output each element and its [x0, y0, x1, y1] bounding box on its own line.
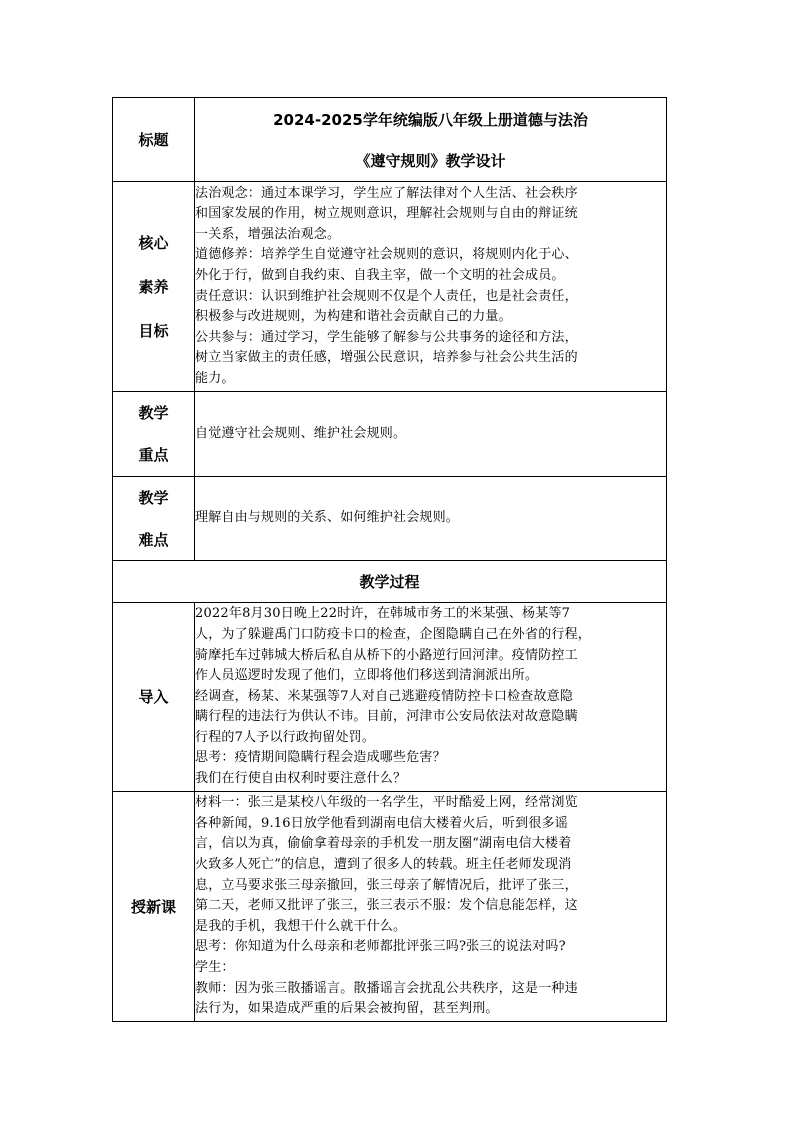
intro-text: [195, 603, 667, 792]
intro-line: 人，为了躲避禹门口防疫卡口的检查，企图隐瞒自己在外省的行程，: [195, 626, 592, 642]
key-label-2: 重点: [138, 446, 169, 464]
core-label-1: 核心: [138, 233, 169, 252]
new-lesson-line: 学生：: [195, 959, 235, 975]
new-lesson-line: 第二天，老师又批评了张三，张三表示不服：发个信息能怎样，这: [195, 898, 578, 914]
intro-line: 作人员巡逻时发现了他们，立即将他们移送到清涧派出所。: [195, 668, 539, 684]
core-goals-row: [113, 182, 667, 392]
new-lesson-line: 火致多人死亡”的信息，遭到了很多人的转载。班主任老师发现消: [195, 857, 572, 873]
intro-line: 我们在行使自由权利时要注意什么？: [195, 771, 407, 787]
intro-line: 2022年8月30日晚上22时许，在韩城市务工的米某强、杨某等7: [195, 606, 571, 622]
core-line: 能力。: [195, 370, 235, 386]
intro-line: 经调查，杨某、米某强等7人对自己逃避疫情防控卡口检查故意隐: [195, 688, 574, 704]
core-line: 一关系，增强法治观念。: [195, 226, 341, 242]
lesson-plan-table: [112, 97, 667, 1022]
difficulty-label: [113, 477, 195, 561]
process-title: 教学过程: [113, 561, 667, 603]
core-line: 道德修养：培养学生自觉遵守社会规则的意识，将规则内化于心、: [195, 247, 578, 263]
key-points-label: [113, 392, 195, 477]
intro-line: 行程的7人予以行政拘留处罚。: [195, 729, 376, 745]
core-label-3: 目标: [138, 321, 169, 340]
new-lesson-line: 言，信以为真，偷偷拿着母亲的手机发一朋友圈“湖南电信大楼着: [195, 836, 572, 852]
difficulty-label-1: 教学: [138, 488, 169, 507]
intro-line: 思考：疫情期间隐瞒行程会造成哪些危害？: [195, 750, 446, 766]
key-points-text: 自觉遵守社会规则、维护社会规则。: [195, 392, 667, 477]
new-lesson-line: 是我的手机，我想干什么就干什么。: [195, 918, 407, 934]
core-goals-text: [195, 182, 667, 392]
process-title-row: [113, 561, 667, 603]
title-line-2: 《遵守规则》教学设计: [355, 152, 506, 170]
title-row: [113, 98, 667, 182]
intro-row: [113, 603, 667, 792]
new-lesson-line: 息，立马要求张三母亲撤回，张三母亲了解情况后，批评了张三，: [195, 877, 578, 893]
core-label-2: 素养: [138, 277, 169, 296]
new-lesson-line: 法行为，如果造成严重的后果会被拘留，甚至判刑。: [195, 1001, 499, 1017]
intro-line: 瞒行程的违法行为供认不讳。目前，河津市公安局依法对故意隐瞒: [195, 709, 578, 725]
intro-label: 导入: [113, 603, 195, 792]
difficulty-row: [113, 477, 667, 561]
core-line: 外化于行，做到自我约束、自我主宰，做一个文明的社会成员。: [195, 267, 565, 283]
core-line: 公共参与：通过学习，学生能够了解参与公共事务的途径和方法，: [195, 329, 578, 345]
core-line: 和国家发展的作用，树立规则意识，理解社会规则与自由的辩证统: [195, 206, 578, 222]
title-label: 标题: [113, 98, 195, 182]
new-lesson-line: 思考：你知道为什么母亲和老师都批评张三吗?张三的说法对吗?: [195, 939, 566, 955]
core-goals-label: [113, 182, 195, 392]
core-line: 积极参与改进规则，为构建和谐社会贡献自己的力量。: [195, 309, 512, 325]
difficulty-text: 理解自由与规则的关系、如何维护社会规则。: [195, 477, 667, 561]
key-points-row: [113, 392, 667, 477]
title-line-1: 2024-2025学年统编版八年级上册道德与法治: [273, 111, 588, 129]
key-label-1: 教学: [138, 404, 169, 422]
intro-line: 骑摩托车过韩城大桥后私自从桥下的小路逆行回河津。疫情防控工: [195, 647, 578, 663]
new-lesson-label: 授新课: [113, 792, 195, 1022]
new-lesson-text: [195, 792, 667, 1022]
new-lesson-line: 教师：因为张三散播谣言。散播谣言会扰乱公共秩序，这是一种违: [195, 980, 578, 996]
title-cell: [195, 98, 667, 182]
new-lesson-line: 各种新闻，9.16日放学他看到湖南电信大楼着火后，听到很多谣: [195, 815, 568, 831]
core-line: 树立当家做主的责任感，增强公民意识，培养参与社会公共生活的: [195, 350, 578, 366]
difficulty-label-2: 难点: [138, 530, 169, 549]
core-line: 法治观念：通过本课学习，学生应了解法律对个人生活、社会秩序: [195, 185, 578, 201]
core-line: 责任意识：认识到维护社会规则不仅是个人责任，也是社会责任，: [195, 288, 578, 304]
new-lesson-line: 材料一：张三是某校八年级的一名学生，平时酷爱上网，经常浏览: [195, 795, 578, 811]
new-lesson-row: [113, 792, 667, 1022]
